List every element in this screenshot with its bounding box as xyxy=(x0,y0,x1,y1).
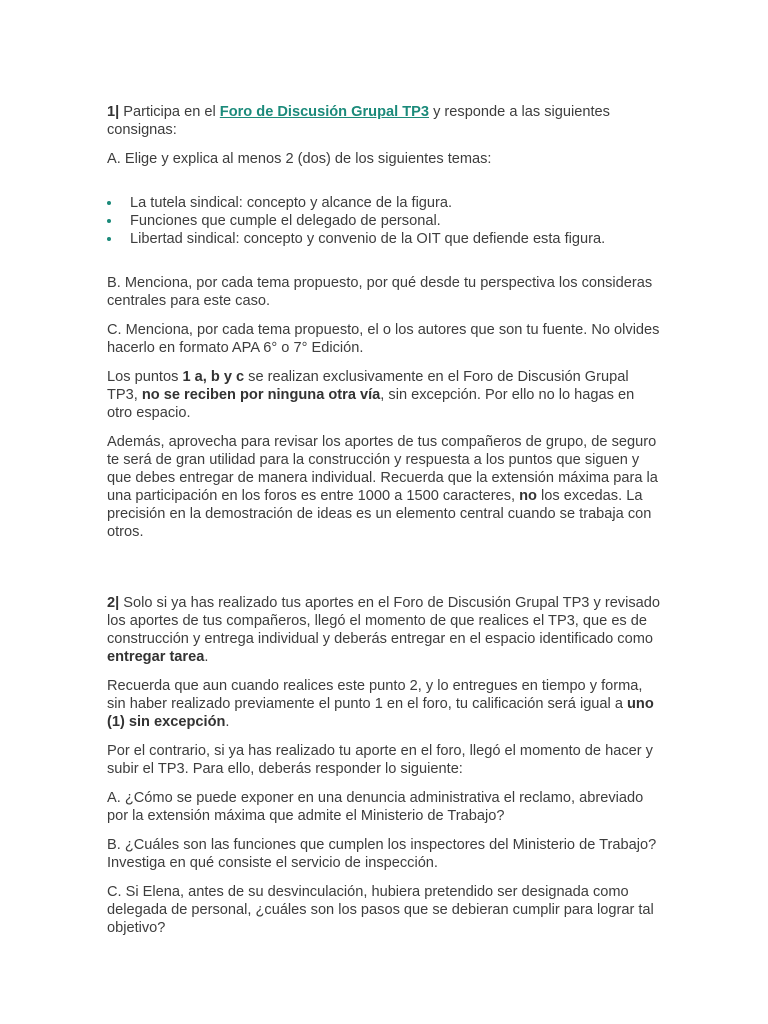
topic-item xyxy=(107,212,663,230)
reminder-bold: uno (1) sin excepción xyxy=(107,696,654,730)
forum-link[interactable]: Foro de Discusión Grupal TP3 xyxy=(219,104,430,120)
section2-number: 2| xyxy=(107,595,120,611)
points-bold-1: 1 a, b y c xyxy=(182,369,245,385)
reminder-text: Recuerda que aun cuando realices este punto 2, y lo entregues en tiempo y forma, sin haber realizado previamente el punto 1 en el foro, tu calificación será igual a xyxy=(107,678,643,712)
question-a: A. ¿Cómo se puede exponer en una denuncia administrativa el reclamo, abreviado por la extensión máxima que admite el Ministerio de Trabajo? xyxy=(107,790,644,824)
section2-intro xyxy=(107,594,663,666)
question-b: B. ¿Cuáles son las funciones que cumplen los inspectores del Ministerio de Trabajo? Investiga en qué consiste el servicio de inspección. xyxy=(107,837,657,871)
points-text-2: se realizan exclusivamente en el Foro de Discusión Grupal TP3, xyxy=(107,369,629,403)
extra-note xyxy=(107,433,663,541)
topic-label: Funciones que cumple el delegado de personal. xyxy=(130,213,441,229)
item-b: B. Menciona, por cada tema propuesto, por qué desde tu perspectiva los consideras centrales para este caso. xyxy=(107,275,653,309)
points-text-3: , sin excepción. Por ello no lo hagas en otro espacio. xyxy=(107,387,635,421)
section1-intro-after: y responde a las siguientes consignas: xyxy=(107,104,610,138)
topics-list xyxy=(107,194,663,248)
section-spacer xyxy=(107,552,663,594)
question-c: C. Si Elena, antes de su desvinculación, hubiera pretendido ser designada como delegada de personal, ¿cuáles son los pasos que se debieran cumplir para lograr tal objetivo? xyxy=(107,884,654,936)
bullet-icon xyxy=(107,201,111,205)
item-a: A. Elige y explica al menos 2 (dos) de los siguientes temas: xyxy=(107,151,492,167)
contrary-note: Por el contrario, si ya has realizado tu aporte en el foro, llegó el momento de hacer y subir el TP3. Para ello, deberás responder lo siguiente: xyxy=(107,743,653,777)
topic-item xyxy=(107,230,663,248)
section1-intro xyxy=(107,103,663,139)
section2-intro-end: . xyxy=(204,649,209,665)
points-text-1: Los puntos xyxy=(107,369,183,385)
topic-label: Libertad sindical: concepto y convenio de la OIT que defiende esta figura. xyxy=(130,231,606,247)
submit-task-label: entregar tarea xyxy=(107,649,205,665)
points-note xyxy=(107,368,663,422)
topic-label: La tutela sindical: concepto y alcance de la figura. xyxy=(130,195,453,211)
extra-text-1: Además, aprovecha para revisar los aportes de tus compañeros de grupo, de seguro te será de gran utilidad para la construcción y respuesta a los puntos que siguen y que debes entregar de manera individual. Recuerda que la extensión máxima para la una participación en los foros es entre 1000 a 1500 caracteres, xyxy=(107,434,658,504)
reminder-end: . xyxy=(225,714,230,730)
section1-number: 1| xyxy=(107,104,120,120)
document-page xyxy=(107,103,663,948)
bullet-icon xyxy=(107,219,111,223)
points-bold-2: no se reciben por ninguna otra vía xyxy=(141,387,381,403)
section2-intro-text: Solo si ya has realizado tus aportes en el Foro de Discusión Grupal TP3 y revisado los aportes de tus compañeros, llegó el momento de que realices el TP3, que es de construcción y entrega individual y deberás entregar en el espacio identificado como xyxy=(107,595,660,647)
item-c: C. Menciona, por cada tema propuesto, el o los autores que son tu fuente. No olvides hacerlo en formato APA 6° o 7° Edición. xyxy=(107,322,660,356)
section1-intro-before: Participa en el xyxy=(119,104,220,120)
bullet-icon xyxy=(107,237,111,241)
topic-item xyxy=(107,194,663,212)
extra-bold: no xyxy=(519,488,537,504)
extra-text-2: los excedas. La precisión en la demostración de ideas es un elemento central cuando se trabaja con otros. xyxy=(107,488,652,540)
reminder-note xyxy=(107,677,663,731)
